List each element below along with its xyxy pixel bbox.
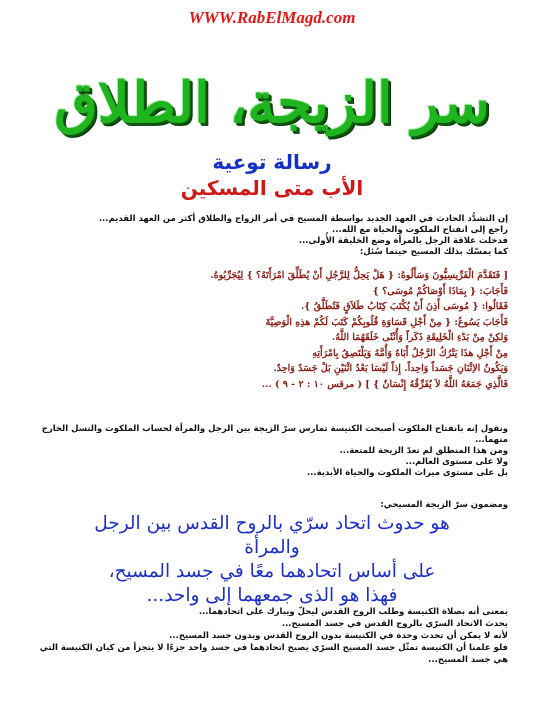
highlight-line: والمرأة xyxy=(244,537,300,558)
author-name: الأب متى المسكين xyxy=(180,176,364,200)
middle-paragraph xyxy=(34,424,508,479)
highlighted-statement xyxy=(20,512,524,608)
mid-line: ولا على مستوى العالم... xyxy=(405,457,508,467)
verse-line: فَأَجَابَ يَسُوعُ: { مِنْ أَجْلِ قَسَاوَةِ قُلُوبِكُمْ كَتَبَ لَكُمْ هذِهِ الْوَصِيَّةَ xyxy=(265,316,508,328)
highlight-line: على أساس اتحادهما معًا في جسد المسيح، xyxy=(108,561,436,582)
verse-line: [ فَتَقَدَّمَ الْفَرِّيسِيُّونَ وَسَأَلُوهُ: { هَلْ يَحِلُّ لِلرَّجُلِ أَنْ يُطَلِّقَ امْرَأَتَهُ؟ } لِيُجَرِّبُوهُ. xyxy=(210,270,508,281)
verse-line: فَالَّذِي جَمَعَهُ اللَّهُ لاَ يُفَرِّقُهُ إِنْسَانٌ } ] ( مرقس ١٠ : ٢ - ٩ ) ... xyxy=(261,378,508,390)
mid-line: بل على مستوى ميراث الملكوت والحياة الأبدية... xyxy=(306,468,508,478)
closing-line: يحدث الاتحاد السرّي بالروح القدس في جسد المسيح... xyxy=(281,619,508,629)
site-url: WWW.RabElMagd.com xyxy=(188,8,356,27)
intro-paragraph xyxy=(34,214,508,258)
scripture-quote xyxy=(34,268,508,392)
verse-line: وَيَكُونُ الاِثْنَانِ جَسَداً وَاحِداً. إِذاً لَيْسَا بَعْدُ اثْنَيْنِ بَلْ جَسَدٌ وَاحِدٌ. xyxy=(273,363,508,374)
intro-line: إن التشدُّد الحادث في العهد الجديد بواسطة المسيح في أمر الزواج والطلاق أكثر من العهد القديم... xyxy=(98,214,508,224)
highlight-line: فهذا هو الذى جمعهما إلى واحد... xyxy=(146,585,398,606)
sacrament-intro-line: ومضمون سرّ الزيجة المسيحي: xyxy=(380,500,508,510)
sacrament-intro xyxy=(34,500,508,511)
verse-line: فَأَجَابَ: { بِمَاذَا أَوْصَاكُمْ مُوسَى؟ } xyxy=(372,285,508,297)
closing-paragraph xyxy=(34,606,508,666)
intro-line: فدخلت علاقة الرجل بالمرأة وضع الخليقة الأُولى... xyxy=(298,236,508,246)
verse-line: فَقَالُوا: { مُوسَى أَذِنَ أَنْ يُكْتَبَ كِتَابُ طَلاَقٍ فَتُطَلَّقُ }. xyxy=(300,301,508,312)
closing-line: فلو علمنا أن الكنيسة تمثّل جسد المسيح السرّي يصبح اتحادهما في جسد واحد جزءًا لا يتجزأ من كيان الكنيسة التي هي جسد المسيح... xyxy=(39,643,508,665)
verse-line: وَلكِنْ مِنْ بَدْءِ الْخَلِيقَةِ ذَكَراً وَأُنْثَى خَلَقَهُمَا اللَّهُ. xyxy=(331,332,508,343)
intro-line: كما يمسّك بذلك المسيح حينما سُئل: xyxy=(359,247,508,257)
closing-line: لأنه لا يمكن أن تحدث وحدة في الكنيسة بدون الروح القدس وبدون جسد المسيح... xyxy=(169,631,508,641)
highlight-line: هو حدوث اتحاد سرّي بالروح القدس بين الرجل xyxy=(94,513,450,534)
page-title: سر الزيجة، الطلاق xyxy=(54,70,490,136)
subtitle: رسالة توعية xyxy=(212,150,332,174)
intro-line: راجع إلى انفتاح الملكوت والحياة مع الله... xyxy=(332,225,508,235)
verse-line: مِنْ أَجْلِ هذَا يَتْرُكُ الرَّجُلُ أَبَاهُ وَأُمَّهُ وَيَلْتَصِقُ بِامْرَأَتِهِ xyxy=(312,347,508,359)
mid-line: ومن هذا المنطلق لم تعدّ الزيجة للمتعة... xyxy=(339,446,508,456)
closing-line: بمعنى أنه بصلاة الكنيسة وطلب الروح القدس ليحلّ ويبارك على اتحادهما... xyxy=(198,607,508,617)
mid-line: ونقول إنه بانفتاح الملكوت أصبحت الكنيسة تمارس سرّ الزيجة بين الرجل والمرأة لحساب الملكوت والنسل الخارج منهما... xyxy=(41,424,508,445)
